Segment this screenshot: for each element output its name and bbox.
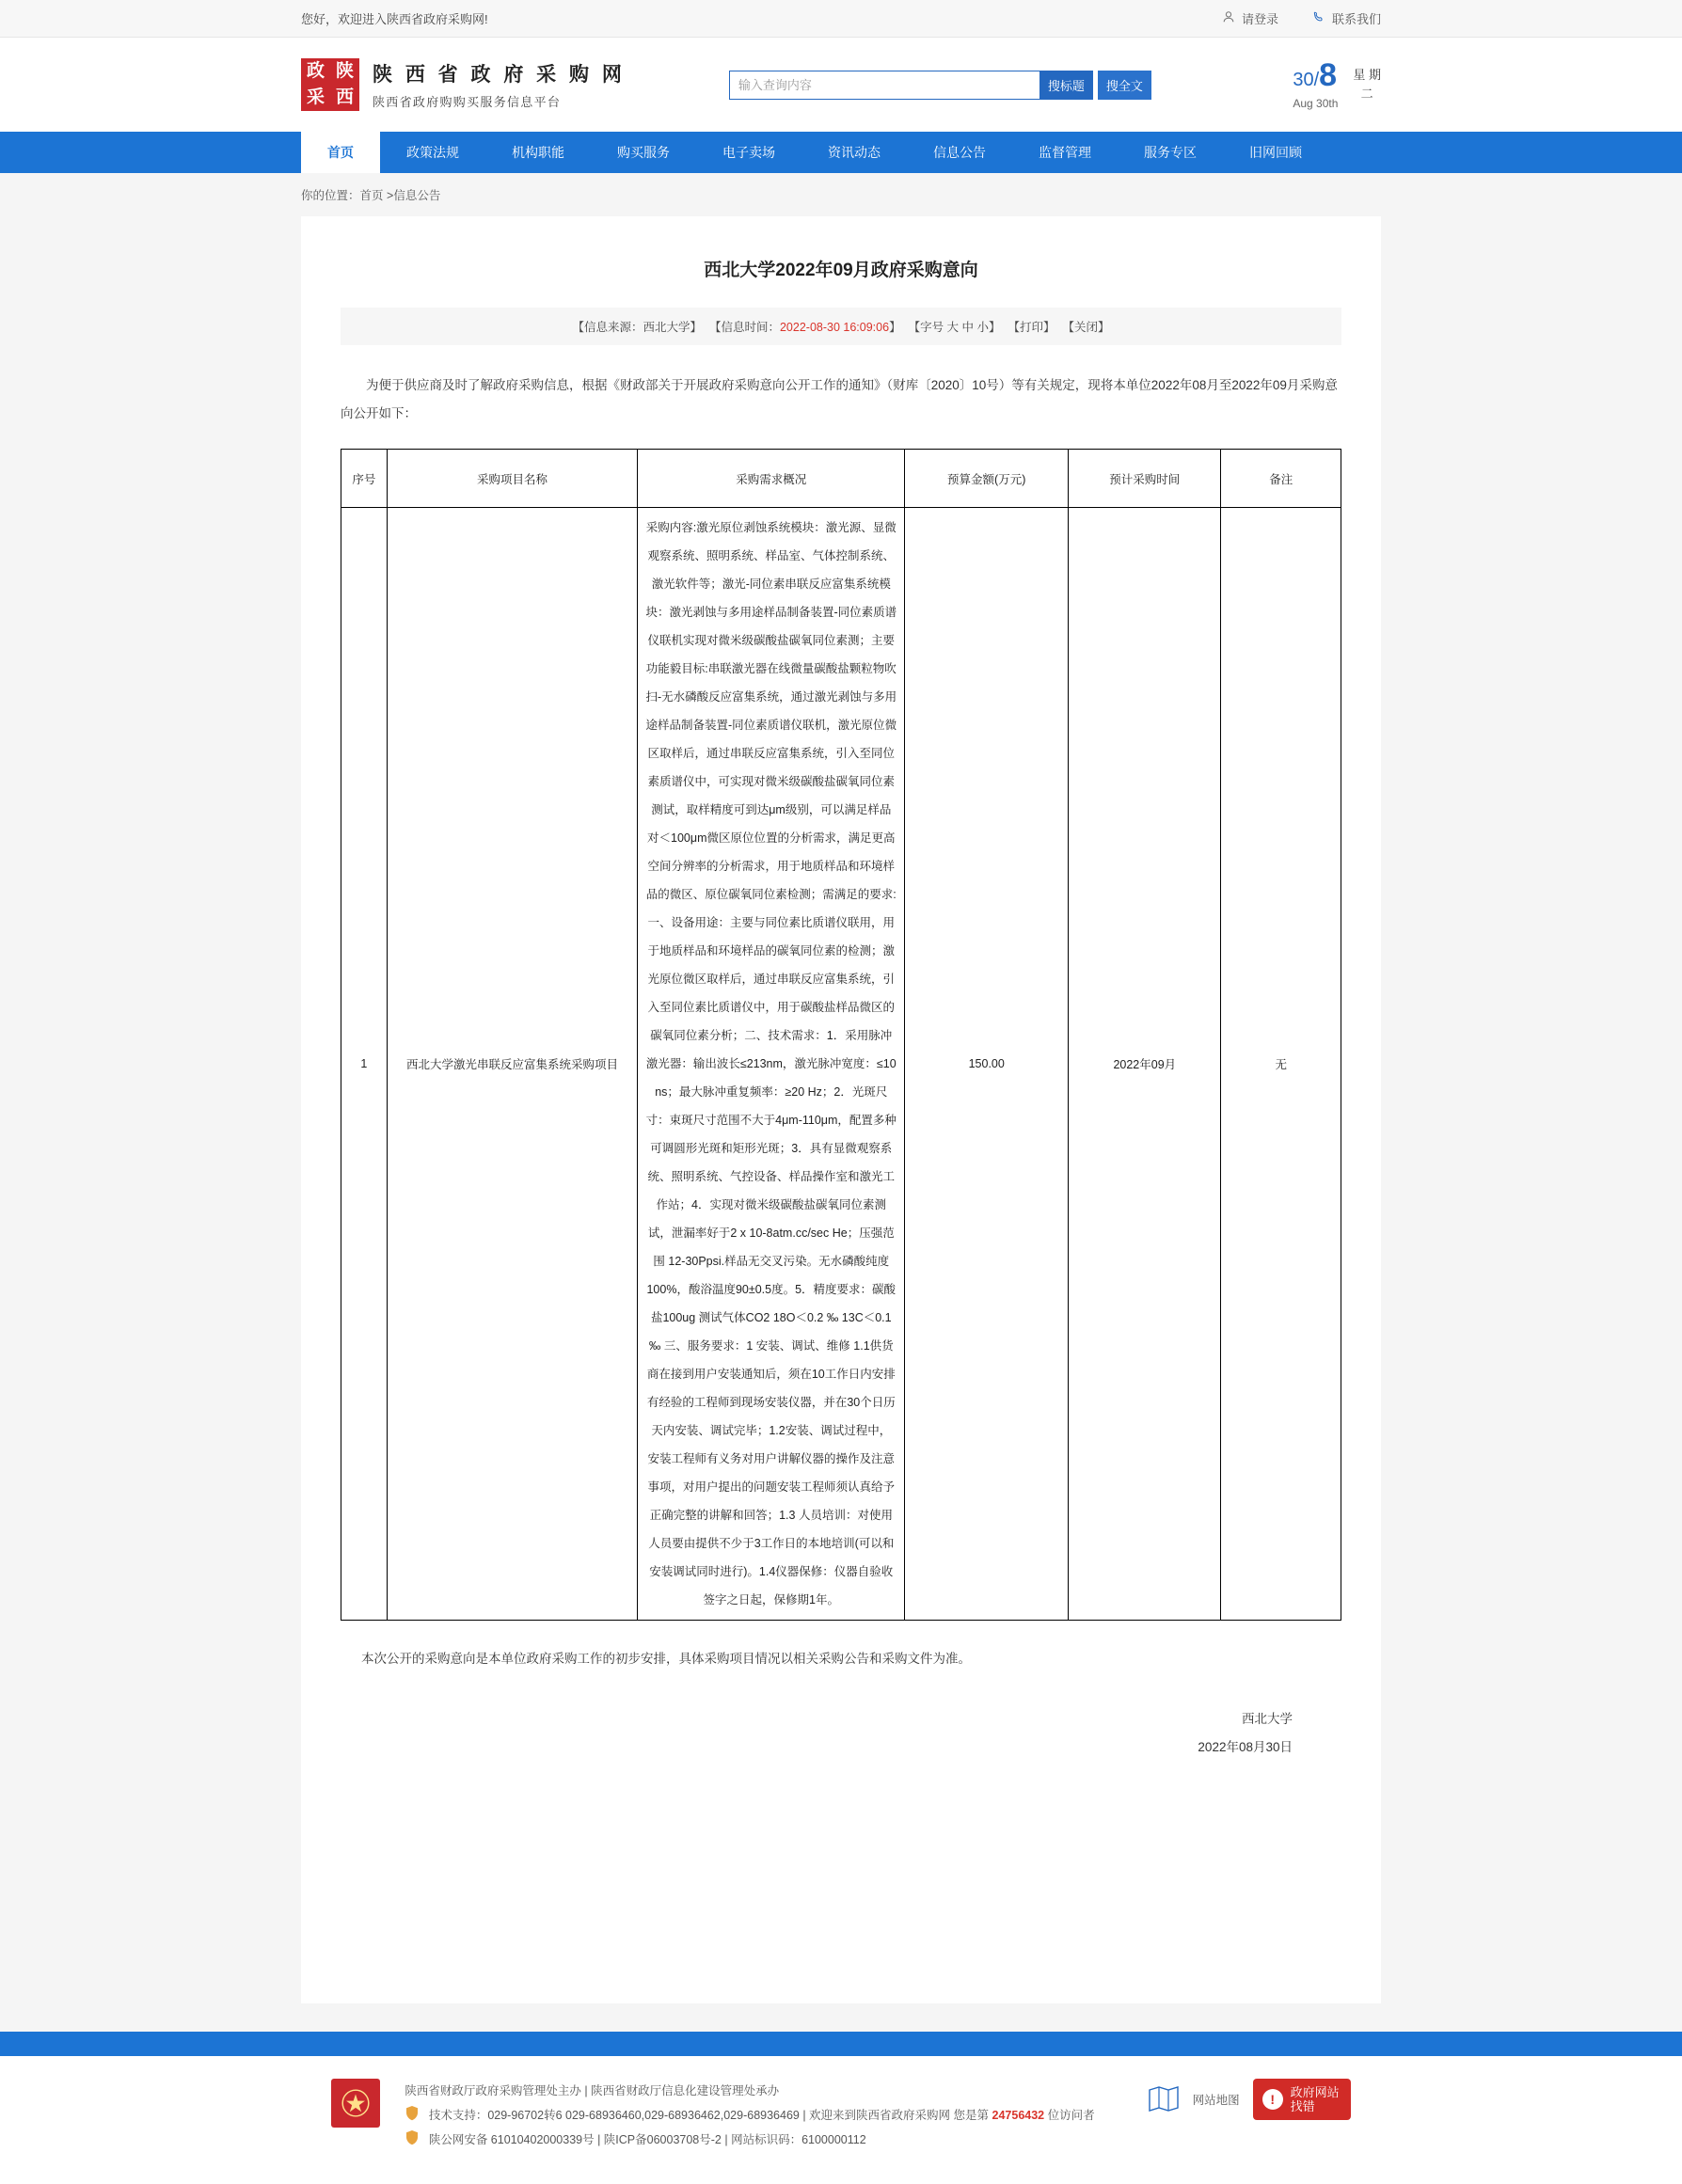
sitemap-icon[interactable] [1148, 2085, 1180, 2113]
breadcrumb [0, 173, 1682, 216]
report-icon: ! [1262, 2089, 1283, 2110]
site-header [0, 38, 1682, 132]
date-numbers [1293, 59, 1338, 91]
table-header-cell-0: 序号 [341, 450, 388, 508]
footer-support-suffix: 位访问者 [1047, 2109, 1095, 2122]
date-slash: / [1313, 70, 1320, 90]
search-area [729, 71, 1151, 100]
meta-time-label: 【信息时间： [708, 321, 780, 334]
footer-line-3 [405, 2128, 1094, 2152]
main-navigation [0, 132, 1682, 173]
search-input[interactable] [729, 71, 1039, 100]
nav-item-4[interactable]: 电子卖场 [722, 145, 775, 160]
meta-time-value: 2022-08-30 16:09:06 [779, 321, 890, 334]
gov-site-report-badge[interactable] [1253, 2079, 1351, 2120]
login-label: 请登录 [1241, 12, 1278, 26]
police-badge-icon [405, 2129, 425, 2152]
breadcrumb-home[interactable]: 首页 [359, 189, 384, 202]
article-card [301, 216, 1381, 2003]
contact-label: 联系我们 [1331, 12, 1381, 26]
site-footer [0, 2056, 1682, 2184]
breadcrumb-current: 信息公告 [393, 189, 441, 202]
logo-char-1: 陕 [335, 61, 354, 81]
table-header-cell-1: 采购项目名称 [387, 450, 638, 508]
footer-divider [0, 2032, 1682, 2056]
article-meta [341, 308, 1341, 345]
page-title: 西北大学2022年09月政府采购意向 [704, 261, 978, 280]
national-emblem-icon [331, 2079, 380, 2128]
signature-date: 2022年08月30日 [1198, 1740, 1293, 1754]
gov-badge-line2: 找错 [1290, 2099, 1315, 2113]
cell-project-name: 西北大学激光串联反应富集系统采购项目 [387, 508, 638, 1621]
breadcrumb-prefix: 你的位置： [301, 189, 360, 202]
article-intro-paragraph: 为便于供应商及时了解政府采购信息，根据《财政部关于开展政府采购意向公开工作的通知》（财库〔2020〕10号）等有关规定，现将本单位2022年08月至2022年09月采购意向公开如下： [341, 378, 1338, 420]
search-fulltext-button[interactable]: 搜全文 [1098, 71, 1151, 100]
table-header-cell-3: 预算金额(万元) [905, 450, 1069, 508]
site-logo[interactable] [301, 58, 626, 111]
table-row [341, 508, 1341, 1621]
sitemap-label[interactable]: 网站地图 [1192, 2094, 1240, 2107]
cell-note: 无 [1221, 508, 1341, 1621]
welcome-text: 您好，欢迎进入陕西省政府采购网! [301, 12, 488, 26]
logo-char-0: 政 [306, 61, 325, 81]
cell-budget: 150.00 [905, 508, 1069, 1621]
user-icon [1222, 10, 1235, 26]
footer-icp-record[interactable]: 陕公网安备 61010402000339号 | 陕ICP备06003708号-2 | 网站标识码：6100000112 [428, 2133, 866, 2146]
site-subtitle: 陕西省政府购购买服务信息平台 [373, 95, 562, 109]
weekday-value: 二 [1360, 87, 1373, 101]
footer-text-block [405, 2079, 1094, 2152]
footer-line-1 [405, 2079, 1094, 2103]
breadcrumb-separator: > [383, 189, 394, 202]
date-day: 30 [1293, 70, 1314, 90]
cell-requirement: 采购内容:激光原位剥蚀系统模块：激光源、显微观察系统、照明系统、样品室、气体控制系统、激光软件等；激光-同位素串联反应富集系统模块：激光剥蚀与多用途样品制备装置-同位素质谱仪联机实现对微米级碳酸盐碳氧同位素测；主要功能毅目标:串联激光器在线微量碳酸盐颗粒物吹扫-无水磷酸反应富集系统，通过激光剥蚀与多用途样品制备装置-同位素质谱仪联机，激光原位微区取样后，通过串联反应富集系统，引入至同位素质谱仪中，可实现对微米级碳酸盐碳氧同位素测试，取样精度可到达μm级别，可以满足样品对＜100μm微区原位位置的分析需求，满足更高空间分辨率的分析需求，用于地质样品和环境样品的微区、原位碳氧同位素检测；需满足的要求:一、设备用途：主要与同位素比质谱仪联用，用于地质样品和环境样品的碳氧同位素的检测；激光原位微区取样后，通过串联反应富集系统，引入至同位素比质谱仪中，用于碳酸盐样品微区的碳氧同位素分析；二、技术需求：1．采用脉冲激光器：输出波长≤213nm，激光脉冲宽度：≤10 ns；最大脉冲重复频率：≥20 Hz；2．光斑尺寸：束斑尺寸范围不大于4μm-110μm，配置多种可调圆形光斑和矩形光斑；3．具有显微观察系统、照明系统、气控设备、样品操作室和激光工作站；4．实现对微米级碳酸盐碳氧同位素测试，泄漏率好于2 x 10-8atm.cc/sec He；压强范围 12-30Ppsi.样品无交叉污染。无水磷酸纯度100%，酸浴温度90±0.5度。5．精度要求：碳酸盐100ug 测试气体CO2 18O＜0.2 ‰ 13C＜0.1 ‰ 三、服务要求：1 安装、调试、维修 1.1供货商在接到用户安装通知后，须在10工作日内安排有经验的工程师到现场安装仪器，并在30个日历天内安装、调试完毕；1.2安装、调试过程中，安装工程师有义务对用户讲解仪器的操作及注意事项，对用户提出的问题安装工程师须认真给予正确完整的讲解和回答；1.3 人员培训：对使用人员要由提供不少于3工作日的本地培训(可以和安装调试同时进行)。1.4仪器保修：仪器自验收签字之日起，保修期1年。 [638, 508, 905, 1621]
logo-char-3: 西 [335, 87, 354, 107]
table-header-cell-5: 备注 [1221, 450, 1341, 508]
signature-org: 西北大学 [1242, 1712, 1293, 1726]
nav-item-0[interactable]: 首页 [301, 132, 380, 173]
cell-no: 1 [341, 508, 388, 1621]
top-utility-bar [0, 0, 1682, 38]
article-tail-note: 本次公开的采购意向是本单位政府采购工作的初步安排，具体采购项目情况以相关采购公告和采购文件为准。 [361, 1652, 971, 1666]
table-header-cell-4: 预计采购时间 [1069, 450, 1221, 508]
table-header-cell-2: 采购需求概况 [638, 450, 905, 508]
footer-links [1148, 2079, 1351, 2120]
weekday-label: 星 期 [1353, 68, 1381, 82]
nav-item-6[interactable]: 信息公告 [933, 145, 986, 160]
nav-item-5[interactable]: 资讯动态 [828, 145, 881, 160]
nav-item-8[interactable]: 服务专区 [1144, 145, 1197, 160]
meta-source: 【信息来源：西北大学】 [572, 321, 702, 334]
footer-host: 陕西省财政厅政府采购管理处主办 [405, 2084, 581, 2097]
search-title-button[interactable]: 搜标题 [1039, 71, 1093, 100]
meta-time-end: 】 [889, 321, 901, 334]
nav-item-1[interactable]: 政策法规 [406, 145, 459, 160]
logo-char-2: 采 [306, 87, 325, 107]
gov-badge-line1: 政府网站 [1290, 2085, 1340, 2099]
table-header-row [341, 450, 1341, 508]
nav-item-9[interactable]: 旧网回顾 [1249, 145, 1302, 160]
date-english: Aug 30th [1293, 97, 1339, 110]
signature-block [341, 1705, 1341, 1762]
meta-close[interactable]: 【关闭】 [1062, 321, 1110, 334]
footer-support-prefix: 技术支持：029-96702转6 029-68936460,029-68936462,029-68936469 | 欢迎来到陕西省政府采购网 您是第 [428, 2109, 990, 2122]
procurement-table [341, 449, 1341, 1621]
nav-item-3[interactable]: 购买服务 [617, 145, 670, 160]
footer-line-2 [405, 2103, 1094, 2128]
visitor-count: 24756432 [992, 2109, 1045, 2122]
date-widget [1293, 59, 1381, 110]
phone-icon [1312, 10, 1325, 26]
nav-item-7[interactable]: 监督管理 [1039, 145, 1091, 160]
footer-operator: 陕西省财政厅信息化建设管理处承办 [591, 2084, 780, 2097]
footer-sep-1: | [584, 2084, 588, 2097]
login-link[interactable] [1222, 9, 1278, 27]
meta-fontsize[interactable]: 【字号 大 中 小】 [908, 321, 1001, 334]
meta-print[interactable]: 【打印】 [1008, 321, 1055, 334]
contact-link[interactable] [1312, 9, 1381, 27]
logo-mark-icon [301, 58, 359, 111]
cell-expected-time: 2022年09月 [1069, 508, 1221, 1621]
nav-item-2[interactable]: 机构职能 [512, 145, 564, 160]
support-icon [405, 2105, 425, 2128]
date-month: 8 [1319, 57, 1338, 93]
site-name: 陕 西 省 政 府 采 购 网 [373, 64, 626, 86]
